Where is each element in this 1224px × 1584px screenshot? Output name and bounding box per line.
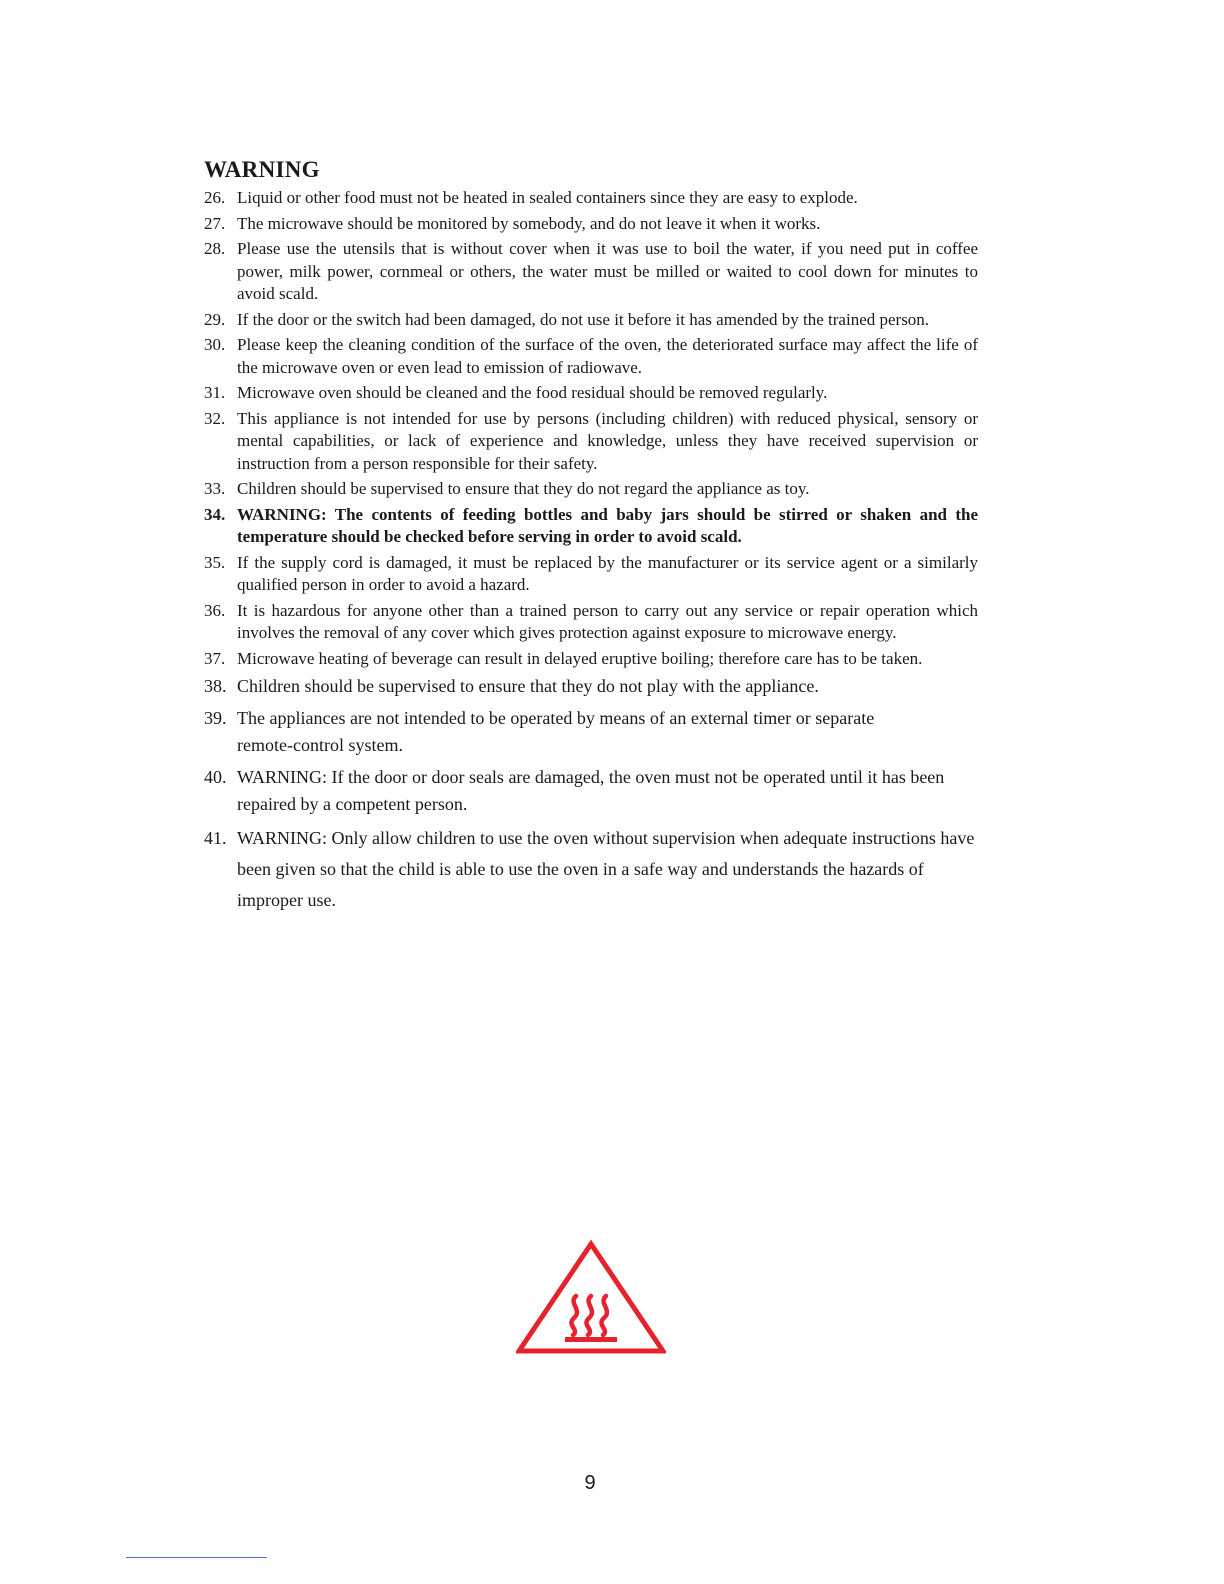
item-text: Liquid or other food must not be heated in sealed containers since they are easy to explode. xyxy=(237,188,858,207)
list-item xyxy=(204,764,978,818)
item-text: If the door or the switch had been damaged, do not use it before it has amended by the trained person. xyxy=(237,309,930,329)
list-item-bold-warning xyxy=(204,504,978,549)
list-item xyxy=(204,673,978,700)
item-text: WARNING: Only allow children to use the oven without supervision when adequate instructions have been given so that the child is able to use the oven in a safe way and understands the hazards of improper use. xyxy=(237,828,975,910)
item-text: The appliances are not intended to be operated by means of an external timer or separate remote-control system. xyxy=(237,708,875,755)
item-text: Please use the utensils that is without cover when it was use to boil the water, if you need put in coffee power, milk power, cornmeal or others, the water must be milled or waited to cool down for minutes to avoid scald. xyxy=(237,239,978,303)
page-number: 9 xyxy=(584,1472,596,1494)
item-number: 40. xyxy=(204,767,227,787)
item-number: 33. xyxy=(204,479,226,498)
list-item xyxy=(204,478,978,501)
warning-list xyxy=(204,187,978,919)
item-number: 39. xyxy=(204,708,227,728)
item-number: 28. xyxy=(204,239,226,258)
item-text: If the supply cord is damaged, it must be replaced by the manufacturer or its service agent or a similarly qualified person in order to avoid a hazard. xyxy=(237,552,978,594)
hot-surface-warning-icon xyxy=(516,1240,666,1355)
item-number: 34. xyxy=(204,504,226,524)
list-item xyxy=(204,705,978,759)
item-text: WARNING: The contents of feeding bottles and baby jars should be stirred or shaken and the temperature should be checked before serving in order to avoid scald. xyxy=(237,504,978,546)
list-item xyxy=(204,823,978,916)
item-text: This appliance is not intended for use by persons (including children) with reduced physical, sensory or mental capabilities, or lack of experience and knowledge, unless they have received supervision or instruction from a person responsible for their safety. xyxy=(237,408,978,473)
item-text: Children should be supervised to ensure that they do not play with the appliance. xyxy=(237,676,819,696)
item-number: 30. xyxy=(204,335,226,354)
list-item xyxy=(204,600,978,645)
item-number: 27. xyxy=(204,213,226,233)
item-text: It is hazardous for anyone other than a trained person to carry out any service or repair operation which involves the removal of any cover which gives protection against exposure to microwave energy. xyxy=(237,600,978,642)
item-number: 29. xyxy=(204,309,226,329)
list-item xyxy=(204,552,978,597)
item-number: 36. xyxy=(204,600,226,620)
list-item xyxy=(204,648,978,671)
item-number: 41. xyxy=(204,828,227,848)
list-item xyxy=(204,408,978,476)
list-item xyxy=(204,213,978,236)
item-number: 35. xyxy=(204,552,226,572)
item-text: Please keep the cleaning condition of the surface of the oven, the deteriorated surface may affect the life of the microwave oven or even lead to emission of radiowave. xyxy=(237,335,978,377)
item-number: 38. xyxy=(204,676,227,696)
item-number: 32. xyxy=(204,408,226,428)
item-text: WARNING: If the door or door seals are damaged, the oven must not be operated until it has been repaired by a competent person. xyxy=(237,767,945,814)
warning-heading: WARNING xyxy=(204,157,320,182)
item-text: Microwave oven should be cleaned and the food residual should be removed regularly. xyxy=(237,383,828,402)
footer-rule xyxy=(126,1557,267,1558)
item-number: 37. xyxy=(204,648,226,668)
item-text: Children should be supervised to ensure that they do not regard the appliance as toy. xyxy=(237,479,810,498)
item-number: 26. xyxy=(204,188,226,207)
list-item xyxy=(204,187,978,210)
item-number: 31. xyxy=(204,383,226,402)
list-item xyxy=(204,309,978,332)
list-item xyxy=(204,238,978,306)
list-item xyxy=(204,382,978,405)
item-text: The microwave should be monitored by somebody, and do not leave it when it works. xyxy=(237,213,821,233)
list-item xyxy=(204,334,978,379)
item-text: Microwave heating of beverage can result in delayed eruptive boiling; therefore care has to be taken. xyxy=(237,648,923,668)
